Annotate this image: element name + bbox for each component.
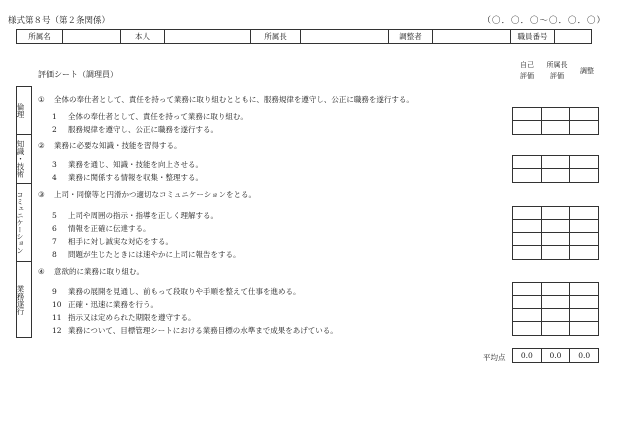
list-item	[52, 111, 248, 122]
score-cell-adjust[interactable]	[570, 309, 598, 321]
score-cell-manager[interactable]	[542, 233, 571, 245]
list-item	[52, 249, 241, 260]
item-text: 業務を通じ、知識・技能を向上させる。	[68, 160, 203, 169]
score-row	[513, 156, 598, 169]
score-cell-self[interactable]	[513, 296, 542, 308]
form-date: （〇．〇．〇〜〇．〇．〇）	[482, 16, 606, 26]
list-item	[52, 236, 173, 247]
header-field-adjuster[interactable]	[433, 30, 511, 43]
section-title	[38, 94, 414, 105]
item-number: 5	[52, 211, 57, 220]
header-field-self[interactable]	[165, 30, 251, 43]
item-number: 9	[52, 287, 57, 296]
list-item	[52, 210, 218, 221]
column-adjustment: 調整	[580, 66, 594, 75]
header-info-table	[16, 29, 592, 44]
section-title	[38, 140, 182, 151]
column-manager-evaluation: 所属長 評価	[546, 61, 568, 80]
score-cell-self[interactable]	[513, 283, 542, 295]
header-field-department[interactable]	[63, 30, 121, 43]
category-label: 倫理	[16, 102, 25, 118]
category-label: コミュニケーション	[16, 190, 24, 254]
list-item	[52, 124, 218, 135]
item-text: 相手に対し誠実な対応をする。	[68, 237, 173, 246]
category-label: 知識・技術	[16, 139, 25, 178]
score-cell-adjust[interactable]	[570, 246, 598, 259]
item-number: 10	[52, 300, 62, 309]
score-grid	[512, 282, 599, 336]
list-item	[52, 286, 301, 297]
score-cell-adjust[interactable]	[570, 108, 598, 120]
section-number: ②	[38, 141, 45, 150]
score-cell-manager[interactable]	[542, 283, 571, 295]
score-row	[513, 169, 598, 182]
header-label-adjuster: 調整者	[389, 30, 433, 43]
score-cell-adjust[interactable]	[570, 322, 598, 335]
score-row	[513, 207, 598, 220]
score-cell-manager[interactable]	[542, 296, 571, 308]
score-cell-manager[interactable]	[542, 108, 571, 120]
item-number: 7	[52, 237, 57, 246]
item-text: 業務に関係する情報を収集・整理する。	[68, 173, 203, 182]
item-text: 上司や周囲の指示・指導を正しく理解する。	[68, 211, 218, 220]
header-field-manager[interactable]	[301, 30, 389, 43]
score-cell-adjust[interactable]	[570, 156, 598, 168]
section-title	[38, 266, 144, 277]
score-row	[513, 322, 598, 335]
list-item	[52, 172, 203, 183]
score-cell-adjust[interactable]	[570, 296, 598, 308]
item-number: 4	[52, 173, 57, 182]
average-scores	[512, 348, 599, 363]
score-cell-self[interactable]	[513, 108, 542, 120]
average-self: 0.0	[513, 349, 542, 362]
score-cell-self[interactable]	[513, 233, 542, 245]
category-work-execution	[16, 261, 32, 338]
score-cell-adjust[interactable]	[570, 233, 598, 245]
sheet-title: 評価シート（調理員）	[38, 70, 118, 79]
header-label-self: 本人	[121, 30, 165, 43]
item-text: 情報を正確に伝達する。	[68, 224, 151, 233]
category-ethics	[16, 86, 32, 134]
category-communication	[16, 183, 32, 261]
score-cell-self[interactable]	[513, 156, 542, 168]
score-cell-adjust[interactable]	[570, 121, 598, 134]
section-text: 上司・同僚等と円滑かつ適切なコミュニケーションをとる。	[54, 190, 257, 199]
score-cell-manager[interactable]	[542, 220, 571, 232]
item-number: 6	[52, 224, 57, 233]
header-label-department: 所属名	[17, 30, 63, 43]
list-item	[52, 299, 158, 310]
section-text: 業務に必要な知識・技能を習得する。	[54, 141, 182, 150]
score-cell-manager[interactable]	[542, 121, 571, 134]
score-row	[513, 283, 598, 296]
score-cell-adjust[interactable]	[570, 283, 598, 295]
category-label: 業務遂行	[16, 284, 25, 315]
score-column-headers	[512, 59, 602, 83]
item-text: 指示又は定められた期限を遵守する。	[68, 313, 196, 322]
score-cell-adjust[interactable]	[570, 220, 598, 232]
item-text: 業務の展開を見通し、前もって段取りや手順を整えて仕事を進める。	[68, 287, 301, 296]
score-cell-manager[interactable]	[542, 169, 571, 182]
score-row	[513, 246, 598, 259]
item-number: 12	[52, 326, 62, 335]
header-field-employee-number[interactable]	[555, 30, 591, 43]
section-number: ④	[38, 267, 45, 276]
item-number: 1	[52, 112, 57, 121]
score-row	[513, 108, 598, 121]
score-cell-self[interactable]	[513, 169, 542, 182]
score-row	[513, 296, 598, 309]
item-number: 8	[52, 250, 57, 259]
form-title: 様式第８号（第２条関係）	[8, 16, 111, 26]
average-label: 平均点	[483, 353, 506, 362]
section-text: 意欲的に業務に取り組む。	[54, 267, 144, 276]
header-label-employee-number: 職員番号	[511, 30, 555, 43]
score-cell-manager[interactable]	[542, 322, 571, 335]
item-number: 2	[52, 125, 57, 134]
score-cell-self[interactable]	[513, 207, 542, 219]
score-cell-self[interactable]	[513, 322, 542, 335]
score-cell-self[interactable]	[513, 309, 542, 321]
score-cell-manager[interactable]	[542, 309, 571, 321]
section-number: ③	[38, 190, 45, 199]
item-number: 11	[52, 313, 62, 322]
list-item	[52, 312, 196, 323]
item-text: 服務規律を遵守し、公正に職務を遂行する。	[68, 125, 218, 134]
item-number: 3	[52, 160, 57, 169]
item-text: 業務について、目標管理シートにおける業務目標の水準まで成果をあげている。	[68, 326, 338, 335]
item-text: 問題が生じたときには速やかに上司に報告をする。	[68, 250, 241, 259]
section-number: ①	[38, 95, 45, 104]
average-adjust: 0.0	[578, 351, 591, 360]
item-text: 全体の奉仕者として、責任を持って業務に取り組む。	[68, 112, 248, 121]
score-cell-self[interactable]	[513, 121, 542, 134]
score-grid	[512, 155, 599, 183]
item-text: 正確・迅速に業務を行う。	[68, 300, 158, 309]
score-row	[513, 220, 598, 233]
average-manager: 0.0	[542, 349, 571, 362]
list-item	[52, 223, 151, 234]
score-row	[513, 121, 598, 134]
section-title	[38, 189, 256, 200]
score-grid	[512, 107, 599, 135]
score-grid	[512, 206, 599, 260]
list-item	[52, 159, 203, 170]
score-cell-adjust[interactable]	[570, 207, 598, 219]
column-self-evaluation: 自己 評価	[520, 61, 534, 80]
score-cell-adjust[interactable]	[570, 169, 598, 182]
header-label-manager: 所属長	[251, 30, 301, 43]
score-cell-manager[interactable]	[542, 156, 571, 168]
score-cell-manager[interactable]	[542, 207, 571, 219]
score-row	[513, 233, 598, 246]
score-cell-self[interactable]	[513, 220, 542, 232]
score-cell-self[interactable]	[513, 246, 542, 259]
category-knowledge	[16, 134, 32, 183]
score-cell-manager[interactable]	[542, 246, 571, 259]
score-row	[513, 309, 598, 322]
section-text: 全体の奉仕者として、責任を持って業務に取り組むとともに、服務規律を遵守し、公正に職務を遂行する。	[54, 95, 414, 104]
list-item	[52, 325, 338, 336]
